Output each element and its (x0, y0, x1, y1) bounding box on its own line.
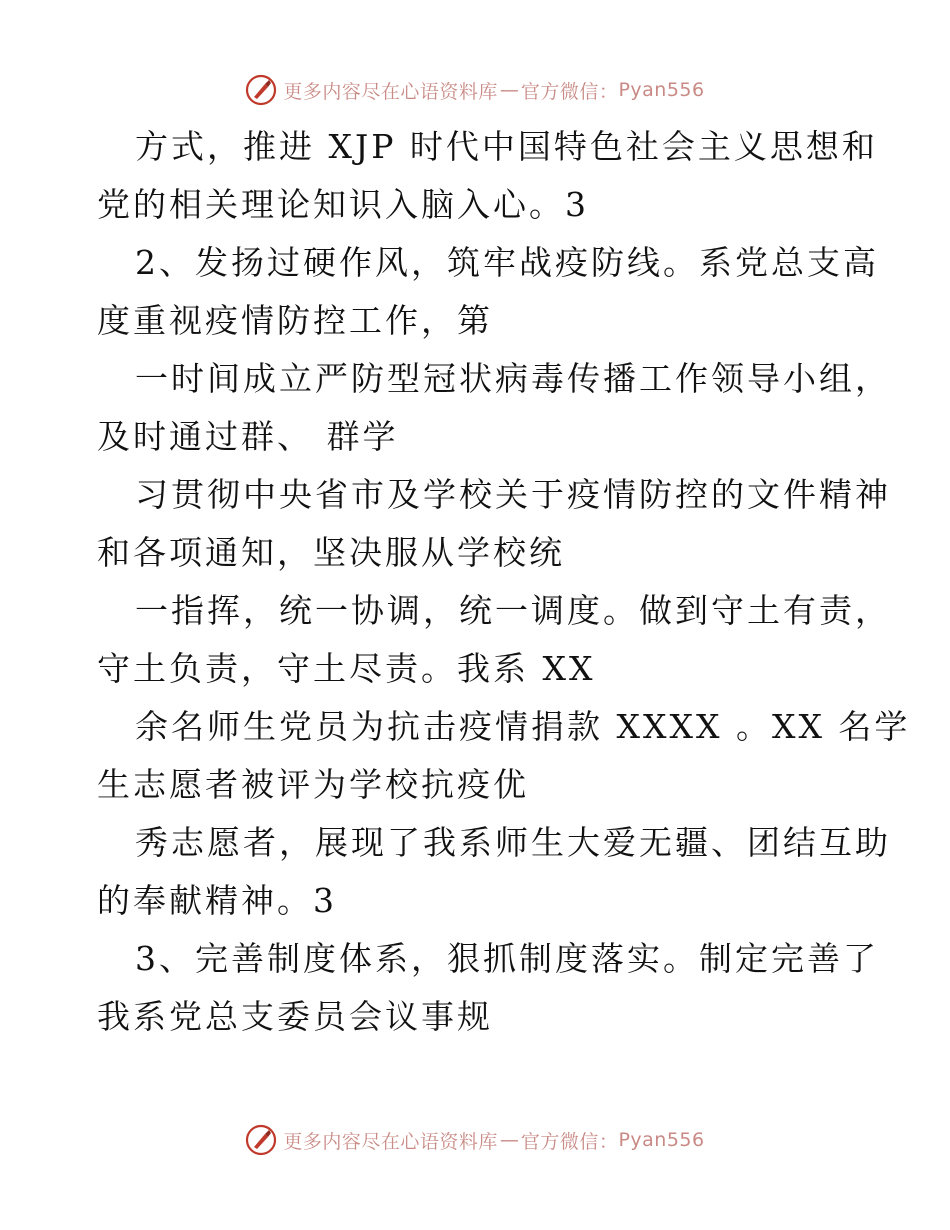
text-line: 的奉献精神。3 (97, 881, 337, 920)
text-line: 3、完善制度体系，狠抓制度落实。制定完善了 (135, 939, 879, 978)
footer-watermark (0, 1120, 950, 1160)
watermark-separator: — (499, 1129, 519, 1151)
text-line: 2、发扬过硬作风，筑牢战疫防线。系党总支高 (135, 243, 879, 282)
text-line: 秀志愿者，展现了我系师生大爱无疆、团结互助 (135, 823, 891, 862)
text-line: 余名师生党员为抗击疫情捐款 XXXX 。XX 名学 (135, 707, 911, 746)
text-line: 和各项通知，坚决服从学校统 (97, 533, 565, 572)
text-line: 方式，推进 XJP 时代中国特色社会主义思想和 (135, 127, 878, 166)
watermark-separator: — (499, 79, 519, 101)
watermark-wechat-label: 官方微信： (520, 80, 619, 103)
watermark-wechat-id: Pyan556 (618, 79, 705, 101)
text-line: 党的相关理论知识入脑入心。3 (97, 185, 589, 224)
text-line: 及时通过群、 群学 (97, 417, 399, 456)
pen-logo-icon (245, 1124, 277, 1156)
watermark-site-text: 更多内容尽在心语资料库 (283, 80, 498, 103)
text-line: 度重视疫情防控工作，第 (97, 301, 493, 340)
watermark-site-text: 更多内容尽在心语资料库 (283, 1130, 498, 1153)
text-line: 习贯彻中央省市及学校关于疫情防控的文件精神 (135, 475, 891, 514)
text-line: 守土负责，守土尽责。我系 XX (97, 649, 596, 688)
header-watermark (0, 70, 950, 110)
text-line: 我系党总支委员会议事规 (97, 997, 493, 1036)
document-body (97, 118, 911, 1046)
pen-logo-icon (245, 74, 277, 106)
text-line: 一指挥，统一协调，统一调度。做到守土有责， (135, 591, 891, 630)
watermark-wechat-label: 官方微信： (520, 1130, 619, 1153)
text-line: 一时间成立严防型冠状病毒传播工作领导小组， (135, 359, 891, 398)
text-line: 生志愿者被评为学校抗疫优 (97, 765, 529, 804)
watermark-wechat-id: Pyan556 (618, 1129, 705, 1151)
